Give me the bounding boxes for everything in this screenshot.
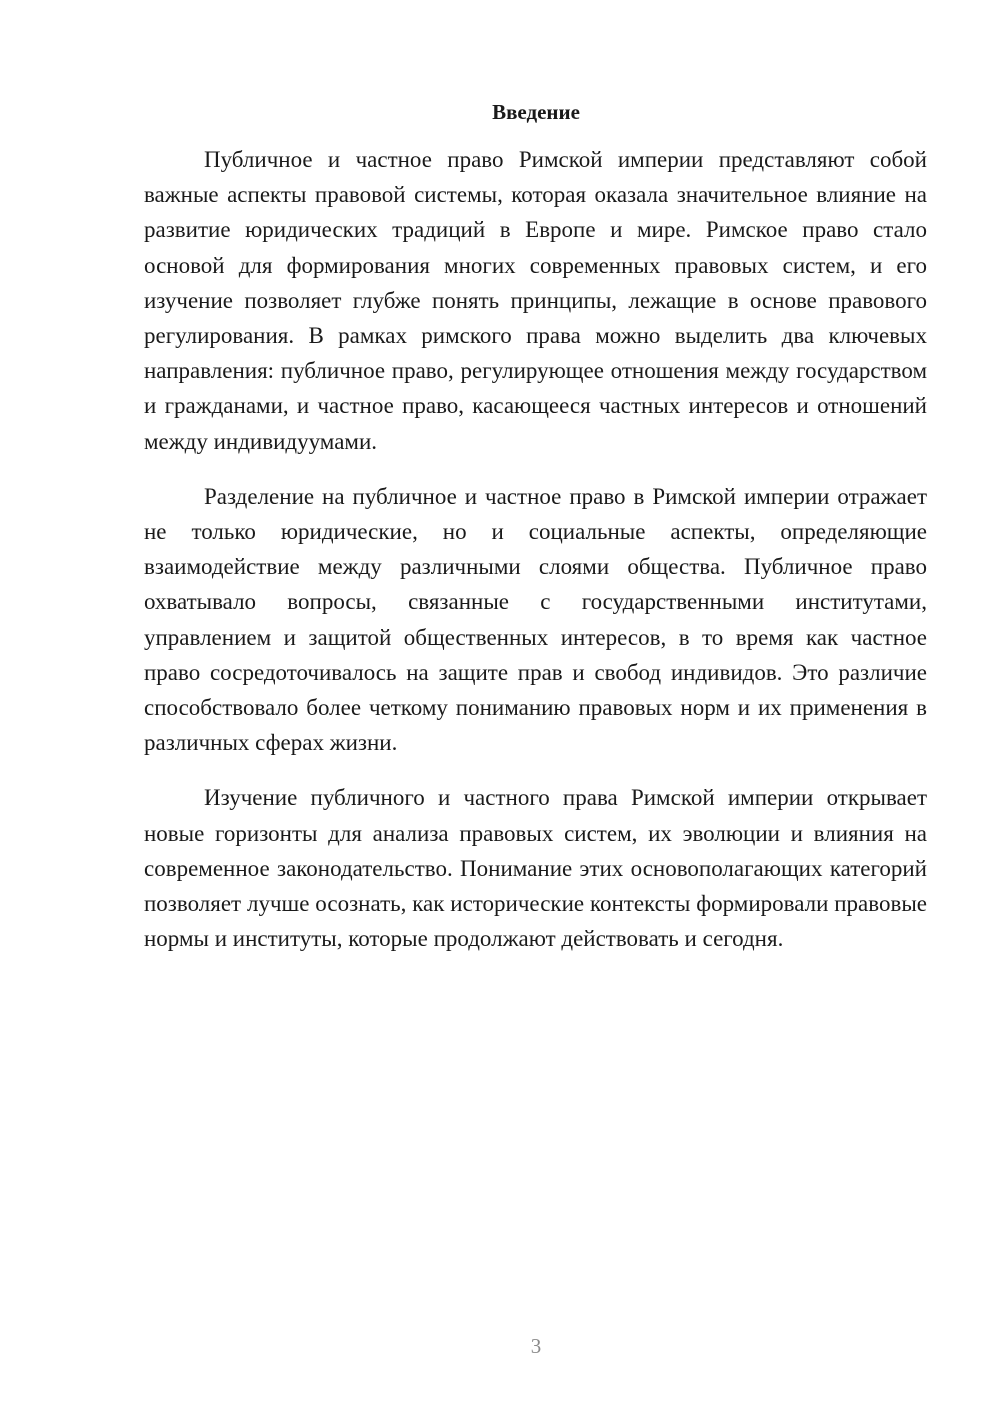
paragraph-2: Разделение на публичное и частное право в Римской империи отражает не только юридические, но и социальные аспекты, определяющие взаимодействие между различными слоями общества. Публичное право охватывало вопросы, связанные с государственными институтами, управлением и защитой общественных интересов, в то время как частное право сосредоточивалось на защите прав и свобод индивидов. Это различие способствовало более четкому пониманию правовых норм и их применения в различных сферах жизни. bbox=[144, 483, 927, 756]
page-title: Введение bbox=[492, 100, 580, 124]
paragraph-3: Изучение публичного и частного права Римской империи открывает новые горизонты для анализа правовых систем, их эволюции и влияния на современное законодательство. Понимание этих основополагающих категорий позволяет лучше осознать, как исторические контексты формировали правовые нормы и институты, которые продолжают действовать и сегодня. bbox=[144, 785, 927, 952]
document-body bbox=[144, 142, 927, 976]
page-number: 3 bbox=[530, 1334, 542, 1358]
paragraph-1: Публичное и частное право Римской империи представляют собой важные аспекты правовой системы, которая оказала значительное влияние на развитие юридических традиций в Европе и мире. Римское право стало основой для формирования многих современных правовых систем, и его изучение позволяет глубже понять принципы, лежащие в основе правового регулирования. В рамках римского права можно выделить два ключевых направления: публичное право, регулирующее отношения между государством и гражданами, и частное право, касающееся частных интересов и отношений между индивидуумами. bbox=[144, 147, 927, 454]
